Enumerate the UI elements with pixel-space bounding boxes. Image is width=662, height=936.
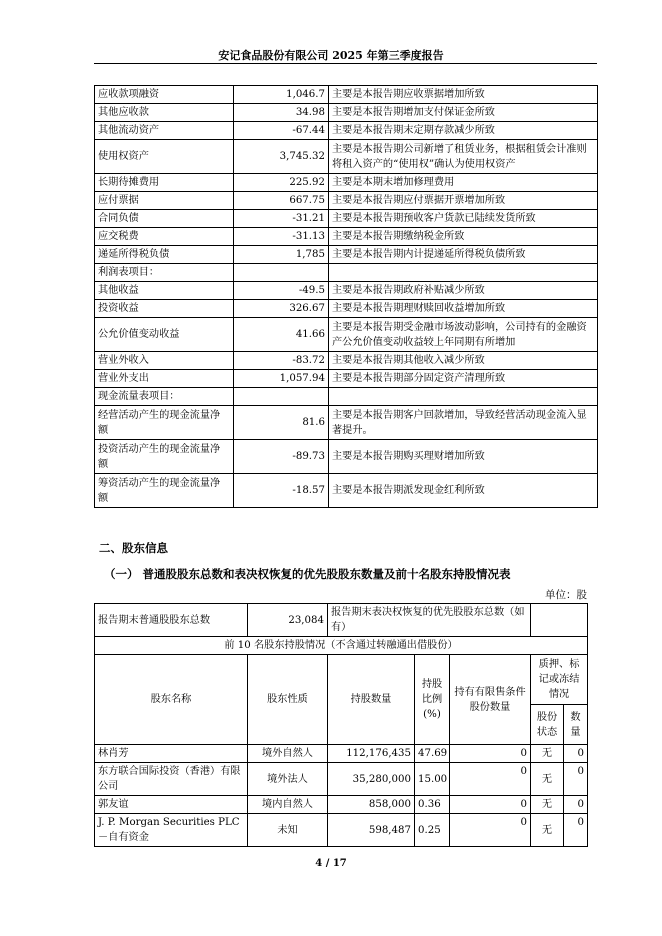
table-row: [95, 440, 598, 474]
reason-cell: 主要是本报告期受金融市场波动影响，公司持有的金融资产公允价值变动收益较上年同期有所增加: [329, 318, 598, 352]
reason-cell: 主要是本报告期理财赎回收益增加所致: [329, 300, 598, 318]
value-cell: -18.57: [234, 474, 329, 508]
preferred-holders-value: [531, 604, 588, 637]
table-row: [95, 282, 598, 300]
reason-cell: 主要是本报告期缴纳税金所致: [329, 228, 598, 246]
value-cell: 225.92: [234, 174, 329, 192]
item-cell: 其他应收款: [95, 104, 234, 122]
table-row: [95, 370, 598, 388]
top10-caption-row: [95, 637, 588, 655]
reason-cell: [329, 388, 598, 406]
item-cell: 合同负债: [95, 210, 234, 228]
reason-cell: 主要是本报告期末定期存款减少所致: [329, 122, 598, 140]
value-cell: 1,785: [234, 246, 329, 264]
reason-cell: 主要是本报告期公司新增了租赁业务，根据租赁会计准则将租入资产的“使用权”确认为使用权资产: [329, 140, 598, 174]
reason-cell: 主要是本报告期增加支付保证金所致: [329, 104, 598, 122]
shareholder-row: [95, 763, 588, 796]
col-header-qty: 数量: [564, 705, 588, 745]
shareholder-ratio: 0.36: [415, 796, 450, 814]
table-row: [95, 122, 598, 140]
table-row: [95, 174, 598, 192]
col-header-nature: 股东性质: [248, 655, 328, 745]
table-row: [95, 318, 598, 352]
reason-cell: 主要是本报告期政府补贴减少所致: [329, 282, 598, 300]
shareholder-nature: 境内自然人: [248, 796, 328, 814]
item-cell: 筹资活动产生的现金流量净额: [95, 474, 234, 508]
shareholder-row: [95, 814, 588, 847]
value-cell: -49.5: [234, 282, 329, 300]
item-cell: 应付票据: [95, 192, 234, 210]
shareholder-name: J. P. Morgan Securities PLC－自有资金: [95, 814, 248, 847]
pledge-qty: 0: [564, 763, 588, 796]
top10-caption: 前 10 名股东持股情况（不含通过转融通出借股份）: [95, 637, 588, 655]
item-cell: 递延所得税负债: [95, 246, 234, 264]
table-row: [95, 86, 598, 104]
item-cell: 其他收益: [95, 282, 234, 300]
value-cell: 1,057.94: [234, 370, 329, 388]
table-row: [95, 210, 598, 228]
col-header-ratio: 持股比例(%): [415, 655, 450, 745]
pledge-status: 无: [531, 763, 564, 796]
summary-row: [95, 604, 588, 637]
pledge-status: 无: [531, 745, 564, 763]
item-cell: 投资活动产生的现金流量净额: [95, 440, 234, 474]
shareholders-table: [94, 603, 588, 847]
reason-cell: 主要是本报告期预收客户货款已陆续发货所致: [329, 210, 598, 228]
reason-cell: 主要是本报告期其他收入减少所致: [329, 352, 598, 370]
value-cell: 667.75: [234, 192, 329, 210]
change-reasons-table: [94, 85, 598, 508]
total-holders-value: 23,084: [248, 604, 328, 637]
shareholder-nature: 未知: [248, 814, 328, 847]
table-row: [95, 406, 598, 440]
pledge-status: 无: [531, 796, 564, 814]
shareholder-shares: 35,280,000: [328, 763, 415, 796]
item-cell: 公允价值变动收益: [95, 318, 234, 352]
value-cell: [234, 388, 329, 406]
shareholder-restricted: 0: [450, 745, 531, 763]
shareholder-restricted: 0: [450, 763, 531, 796]
shareholder-name: 郭友谊: [95, 796, 248, 814]
value-cell: -31.13: [234, 228, 329, 246]
page-number: 4 / 17: [315, 858, 347, 869]
shareholder-nature: 境外自然人: [248, 745, 328, 763]
col-header-status: 股份状态: [531, 705, 564, 745]
shareholder-ratio: 0.25: [415, 814, 450, 847]
shareholder-ratio: 15.00: [415, 763, 450, 796]
col-header-name: 股东名称: [95, 655, 248, 745]
table-row: [95, 192, 598, 210]
header-divider: [94, 63, 597, 64]
shareholder-restricted: 0: [450, 796, 531, 814]
value-cell: 41.66: [234, 318, 329, 352]
reason-cell: [329, 264, 598, 282]
col-header-pledge: 质押、标记或冻结情况: [531, 655, 588, 705]
value-cell: -67.44: [234, 122, 329, 140]
item-cell: 经营活动产生的现金流量净额: [95, 406, 234, 440]
item-cell: 应收款项融资: [95, 86, 234, 104]
reason-cell: 主要是本期末增加修理费用: [329, 174, 598, 192]
table-row: [95, 246, 598, 264]
shareholder-row: [95, 745, 588, 763]
unit-label: 单位：股: [545, 589, 587, 601]
value-cell: 326.67: [234, 300, 329, 318]
value-cell: 81.6: [234, 406, 329, 440]
table-row: [95, 228, 598, 246]
reason-cell: 主要是本报告期部分固定资产清理所致: [329, 370, 598, 388]
shareholder-name: 东方联合国际投资（香港）有限公司: [95, 763, 248, 796]
shareholder-shares: 112,176,435: [328, 745, 415, 763]
table-row: [95, 264, 598, 282]
subsection-title: （一） 普通股股东总数和表决权恢复的优先股股东数量及前十名股东持股情况表: [104, 567, 511, 581]
shareholder-name: 林肖芳: [95, 745, 248, 763]
table-row: [95, 300, 598, 318]
table-row: [95, 388, 598, 406]
shareholder-row: [95, 796, 588, 814]
reason-cell: 主要是本报告期客户回款增加，导致经营活动现金流入显著提升。: [329, 406, 598, 440]
item-cell: 营业外收入: [95, 352, 234, 370]
header-row: [95, 655, 588, 705]
value-cell: 1,046.7: [234, 86, 329, 104]
item-cell: 其他流动资产: [95, 122, 234, 140]
item-cell: 营业外支出: [95, 370, 234, 388]
shareholder-ratio: 47.69: [415, 745, 450, 763]
table-row: [95, 140, 598, 174]
table-row: [95, 352, 598, 370]
col-header-restricted: 持有有限售条件股份数量: [450, 655, 531, 745]
shareholder-restricted: 0: [450, 814, 531, 847]
item-cell: 现金流量表项目：: [95, 388, 234, 406]
value-cell: [234, 264, 329, 282]
report-header: 安记食品股份有限公司 2025 年第三季度报告: [218, 49, 444, 62]
item-cell: 利润表项目：: [95, 264, 234, 282]
reason-cell: 主要是本报告期派发现金红利所致: [329, 474, 598, 508]
pledge-qty: 0: [564, 745, 588, 763]
item-cell: 投资收益: [95, 300, 234, 318]
shareholder-shares: 598,487: [328, 814, 415, 847]
item-cell: 使用权资产: [95, 140, 234, 174]
value-cell: -83.72: [234, 352, 329, 370]
reason-cell: 主要是本报告期内计提递延所得税负债所致: [329, 246, 598, 264]
value-cell: 3,745.32: [234, 140, 329, 174]
value-cell: -31.21: [234, 210, 329, 228]
col-header-shares: 持股数量: [328, 655, 415, 745]
value-cell: 34.98: [234, 104, 329, 122]
reason-cell: 主要是本报告期购买理财增加所致: [329, 440, 598, 474]
value-cell: -89.73: [234, 440, 329, 474]
item-cell: 应交税费: [95, 228, 234, 246]
shareholder-shares: 858,000: [328, 796, 415, 814]
pledge-qty: 0: [564, 796, 588, 814]
table-row: [95, 104, 598, 122]
item-cell: 长期待摊费用: [95, 174, 234, 192]
reason-cell: 主要是本报告期应收票据增加所致: [329, 86, 598, 104]
pledge-status: 无: [531, 814, 564, 847]
total-holders-label: 报告期末普通股股东总数: [95, 604, 248, 637]
preferred-holders-label: 报告期末表决权恢复的优先股股东总数（如有）: [328, 604, 531, 637]
table-row: [95, 474, 598, 508]
section-title: 二、股东信息: [99, 541, 168, 555]
pledge-qty: 0: [564, 814, 588, 847]
reason-cell: 主要是本报告期应付票据开票增加所致: [329, 192, 598, 210]
shareholder-nature: 境外法人: [248, 763, 328, 796]
